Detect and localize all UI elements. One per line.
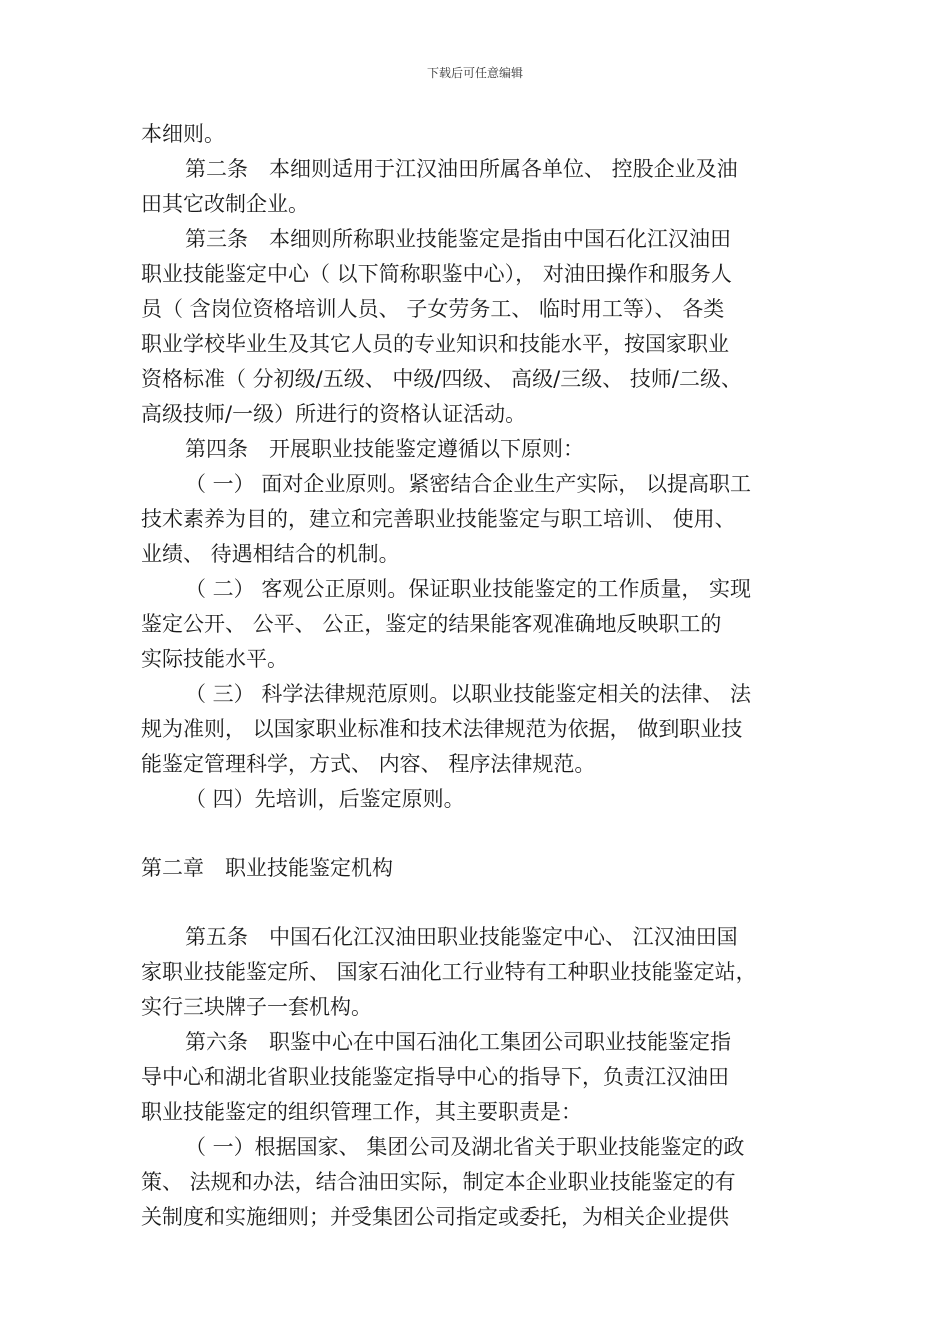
text-line: 家职业技能鉴定所、 国家石油化工行业特有工种职业技能鉴定站，	[141, 960, 757, 984]
text-line: （ 一）根据国家、 集团公司及湖北省关于职业技能鉴定的政	[185, 1135, 745, 1159]
text-line: （ 一） 面对企业原则。紧密结合企业生产实际， 以提高职工	[185, 472, 752, 496]
text-line: 策、 法规和办法，结合油田实际，制定本企业职业技能鉴定的有	[141, 1170, 736, 1194]
paragraph-gap	[141, 817, 831, 851]
text-line: （ 四）先培训，后鉴定原则。	[185, 787, 465, 811]
text-line: （ 二） 客观公正原则。保证职业技能鉴定的工作质量， 实现	[185, 577, 752, 601]
text-line: 实行三块牌子一套机构。	[141, 995, 372, 1019]
document-body	[141, 117, 831, 1235]
text-line: 实际技能水平。	[141, 647, 288, 671]
page-header: 下载后可任意编辑	[426, 66, 523, 80]
text-line: 技术素养为目的，建立和完善职业技能鉴定与职工培训、 使用、	[141, 507, 736, 531]
text-line: 能鉴定管理科学，方式、 内容、 程序法律规范。	[141, 752, 596, 776]
paragraph-gap	[141, 886, 831, 920]
text-line: 职业技能鉴定中心（ 以下简称职鉴中心）， 对油田操作和服务人	[141, 262, 732, 286]
text-line: 关制度和实施细则；并受集团公司指定或委托，为相关企业提供	[141, 1205, 729, 1229]
text-line: 第三条 本细则所称职业技能鉴定是指由中国石化江汉油田	[185, 227, 731, 251]
text-line: 鉴定公开、 公平、 公正，鉴定的结果能客观准确地反映职工的	[141, 612, 722, 636]
text-line: 第二条 本细则适用于江汉油田所属各单位、 控股企业及油	[185, 157, 738, 181]
text-line: 高级技师/一级）所进行的资格认证活动。	[141, 402, 527, 426]
text-line: 本细则。	[141, 122, 225, 146]
text-line: 资格标准（ 分初级/五级、 中级/四级、 高级/三级、 技师/二级、	[141, 367, 742, 391]
text-line: （ 三） 科学法律规范原则。以职业技能鉴定相关的法律、 法	[185, 682, 752, 706]
text-line: 职业技能鉴定的组织管理工作，其主要职责是：	[141, 1100, 582, 1124]
text-line: 第四条 开展职业技能鉴定遵循以下原则：	[185, 437, 584, 461]
text-line: 员（ 含岗位资格培训人员、 子女劳务工、 临时用工等）、 各类	[141, 297, 725, 321]
text-line: 业绩、 待遇相结合的机制。	[141, 542, 400, 566]
text-line: 职业学校毕业生及其它人员的专业知识和技能水平，按国家职业	[141, 332, 729, 356]
text-line: 规为准则， 以国家职业标准和技术法律规范为依据， 做到职业技	[141, 717, 743, 741]
text-line: 第五条 中国石化江汉油田职业技能鉴定中心、 江汉油田国	[185, 925, 738, 949]
text-line: 第六条 职鉴中心在中国石油化工集团公司职业技能鉴定指	[185, 1030, 731, 1054]
text-line: 导中心和湖北省职业技能鉴定指导中心的指导下，负责江汉油田	[141, 1065, 729, 1089]
text-line: 田其它改制企业。	[141, 192, 309, 216]
text-line: 第二章 职业技能鉴定机构	[141, 856, 393, 880]
